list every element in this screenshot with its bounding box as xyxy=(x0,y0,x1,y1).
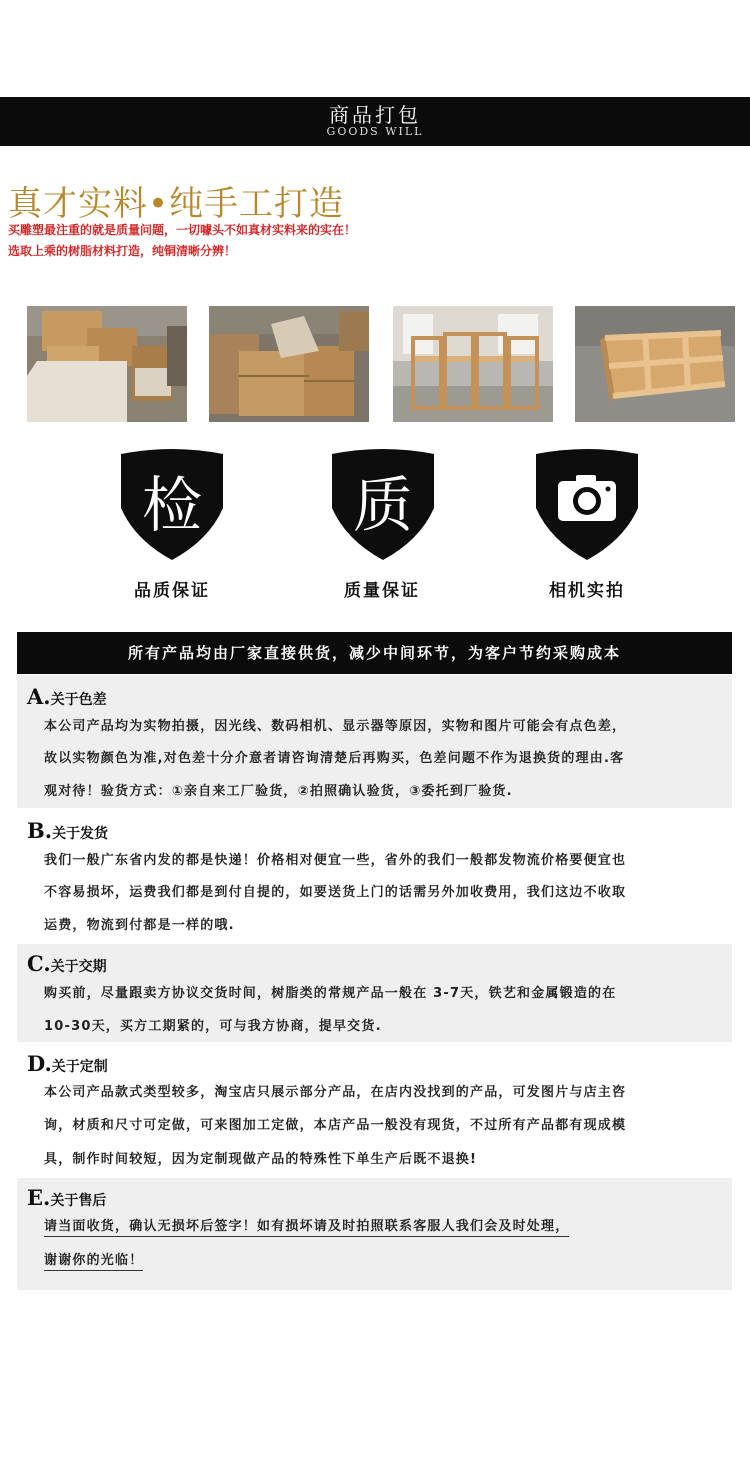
section-b-line-1: 我们一般广东省内发的都是快递！价格相对便宜一些，省外的我们一般都发物流价格要便宜也 xyxy=(44,853,627,868)
headline xyxy=(8,176,344,225)
section-e-letter: E. xyxy=(27,1185,51,1210)
section-e-heading xyxy=(27,1185,106,1210)
section-b-heading xyxy=(27,818,108,843)
badge-label-3: 相机实拍 xyxy=(549,581,625,601)
section-e-line-1: 请当面收货，确认无损坏后签字！如有损坏请及时拍照联系客服人我们会及时处理， xyxy=(44,1215,569,1237)
tagline-2: 选取上乘的树脂材料打造，纯铜清晰分辨！ xyxy=(8,244,237,258)
packing-photo-4 xyxy=(575,306,735,422)
badge-label-2: 质量保证 xyxy=(344,581,420,601)
camera-icon xyxy=(528,448,646,564)
headline-dot: • xyxy=(148,184,170,224)
section-d-heading xyxy=(27,1051,108,1076)
headline-right: 纯手工打造 xyxy=(169,184,345,224)
section-c-title: 关于交期 xyxy=(50,959,107,975)
section-e-title: 关于售后 xyxy=(50,1193,107,1209)
section-b-line-3: 运费，物流到付都是一样的哦. xyxy=(44,918,235,933)
section-a-heading xyxy=(27,684,107,709)
section-a-letter: A. xyxy=(27,684,51,709)
section-a-line-2: 故以实物颜色为准,对色差十分介意者请咨询清楚后再购买，色差问题不作为退换货的理由.客 xyxy=(44,751,625,766)
badge-camera xyxy=(527,448,647,564)
section-c-line-2: 10-30天，买方工期紧的，可与我方协商，提早交货. xyxy=(44,1019,382,1034)
badge-glyph-1: 检 xyxy=(142,471,202,541)
tagline-1: 买雕塑最注重的就是质量问题，一切噱头不如真材实料来的实在！ xyxy=(8,223,357,237)
header-title: 商品打包 xyxy=(329,103,421,127)
section-b-letter: B. xyxy=(27,818,53,843)
packing-photo-2 xyxy=(209,306,369,422)
section-e-line-2: 谢谢你的光临！ xyxy=(44,1249,143,1271)
section-d-title: 关于定制 xyxy=(51,1059,108,1075)
badge-quality xyxy=(323,448,443,564)
section-c-heading xyxy=(27,951,107,976)
section-d-line-3: 具，制作时间较短，因为定制现做产品的特殊性下单生产后既不退换! xyxy=(44,1152,478,1167)
headline-left: 真才实料 xyxy=(8,184,148,224)
section-a-line-1: 本公司产品均为实物拍摄，因光线、数码相机、显示器等原因，实物和图片可能会有点色差， xyxy=(44,719,627,734)
badge-label-1: 品质保证 xyxy=(134,581,210,601)
packing-photo-3 xyxy=(393,306,553,422)
header-subtitle: GOODS WILL xyxy=(326,125,424,138)
section-a-title: 关于色差 xyxy=(50,692,107,708)
section-a-line-3: 观对待！验货方式：①亲自来工厂验货，②拍照确认验货，③委托到厂验货. xyxy=(44,784,513,799)
section-d-line-1: 本公司产品款式类型较多，淘宝店只展示部分产品，在店内没找到的产品，可发图片与店主咨 xyxy=(44,1085,627,1100)
section-b-title: 关于发货 xyxy=(52,826,109,842)
badge-glyph-2: 质 xyxy=(353,471,413,541)
section-d-letter: D. xyxy=(27,1051,52,1076)
section-b-line-2: 不容易损坏，运费我们都是到付自提的，如要送货上门的话需另外加收费用，我们这边不收取 xyxy=(44,885,627,900)
packing-photo-1 xyxy=(27,306,187,422)
header-bar xyxy=(0,97,750,146)
section-c-line-1: 购买前，尽量跟卖方协议交货时间，树脂类的常规产品一般在 3-7天，铁艺和金属锻造的在 xyxy=(44,986,617,1001)
section-c-letter: C. xyxy=(27,951,51,976)
section-d-line-2: 询，材质和尺寸可定做，可来图加工定做，本店产品一般没有现货，不过所有产品都有现成模 xyxy=(44,1118,627,1133)
badge-inspection xyxy=(112,448,232,564)
supply-banner: 所有产品均由厂家直接供货，减少中间环节，为客户节约采购成本 xyxy=(17,632,732,674)
